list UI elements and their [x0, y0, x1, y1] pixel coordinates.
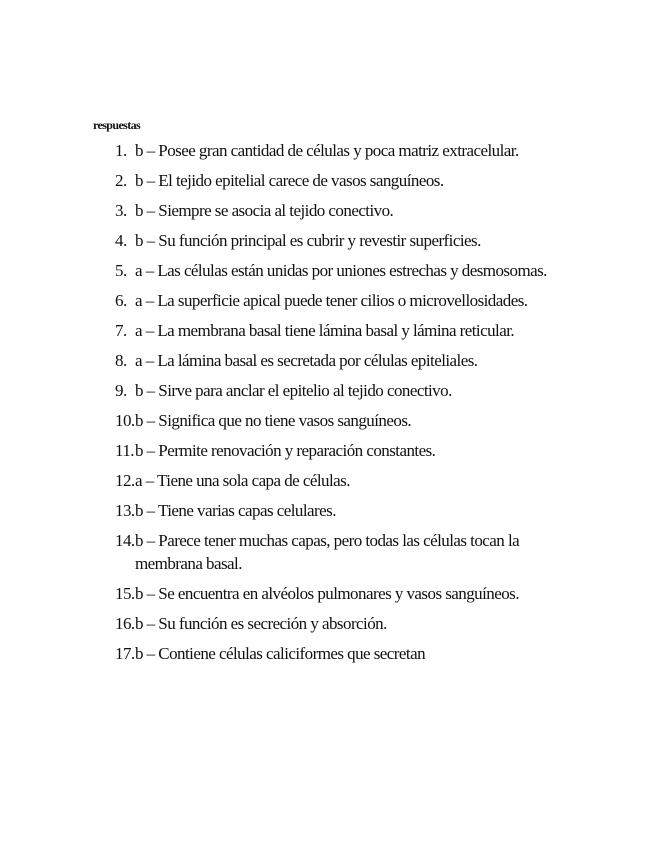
item-number: 1.: [115, 141, 127, 160]
item-number: 11.: [115, 441, 134, 460]
item-text: b – El tejido epitelial carece de vasos sanguíneos.: [135, 171, 444, 190]
item-number: 15.: [115, 584, 135, 603]
item-text: b – Su función es secreción y absorción.: [135, 614, 387, 633]
item-number: 14.: [115, 531, 135, 550]
item-text: a – Tiene una sola capa de células.: [135, 471, 350, 490]
list-item: [0, 229, 664, 252]
item-text: b – Su función principal es cubrir y revestir superficies.: [135, 231, 481, 250]
answer-list: [0, 139, 664, 672]
list-item: [0, 139, 664, 162]
list-item: [0, 409, 664, 432]
item-number: 6.: [115, 291, 127, 310]
item-number: 5.: [115, 261, 127, 280]
item-number: 12.: [115, 471, 135, 490]
item-text: b – Se encuentra en alvéolos pulmonares y vasos sanguíneos.: [135, 584, 519, 603]
item-number: 17.: [115, 644, 135, 663]
item-text: b – Tiene varias capas celulares.: [135, 501, 336, 520]
item-number: 3.: [115, 201, 127, 220]
item-text: b – Significa que no tiene vasos sanguíneos.: [135, 411, 412, 430]
item-text: a – La superficie apical puede tener cilios o microvellosidades.: [135, 291, 528, 310]
item-text: a – La lámina basal es secretada por células epiteliales.: [135, 351, 478, 370]
item-number: 10.: [115, 411, 135, 430]
section-heading: respuestas: [93, 118, 141, 132]
list-item: [0, 642, 664, 665]
item-number: 13.: [115, 501, 135, 520]
list-item: [0, 379, 664, 402]
item-text: b – Sirve para anclar el epitelio al tejido conectivo.: [135, 381, 452, 400]
item-number: 9.: [115, 381, 127, 400]
list-item: [0, 349, 664, 372]
item-text: a – Las células están unidas por uniones estrechas y desmosomas.: [135, 261, 547, 280]
list-item: [0, 612, 664, 635]
list-item: [0, 199, 664, 222]
item-number: 7.: [115, 321, 127, 340]
item-text: b – Permite renovación y reparación constantes.: [135, 441, 436, 460]
item-number: 8.: [115, 351, 127, 370]
list-item: [0, 529, 664, 575]
item-number: 4.: [115, 231, 127, 250]
list-item: [0, 499, 664, 522]
list-item: [0, 169, 664, 192]
item-text: b – Posee gran cantidad de células y poca matriz extracelular.: [135, 141, 519, 160]
list-item: [0, 439, 664, 462]
list-item: [0, 469, 664, 492]
list-item: [0, 582, 664, 605]
item-text: b – Parece tener muchas capas, pero todas las células tocan la membrana basal.: [135, 531, 520, 573]
item-text: b – Siempre se asocia al tejido conectivo.: [135, 201, 394, 220]
list-item: [0, 319, 664, 342]
item-text: a – La membrana basal tiene lámina basal y lámina reticular.: [135, 321, 515, 340]
list-item: [0, 259, 664, 282]
item-number: 2.: [115, 171, 127, 190]
item-text: b – Contiene células caliciformes que secretan: [135, 644, 426, 663]
list-item: [0, 289, 664, 312]
item-number: 16.: [115, 614, 135, 633]
